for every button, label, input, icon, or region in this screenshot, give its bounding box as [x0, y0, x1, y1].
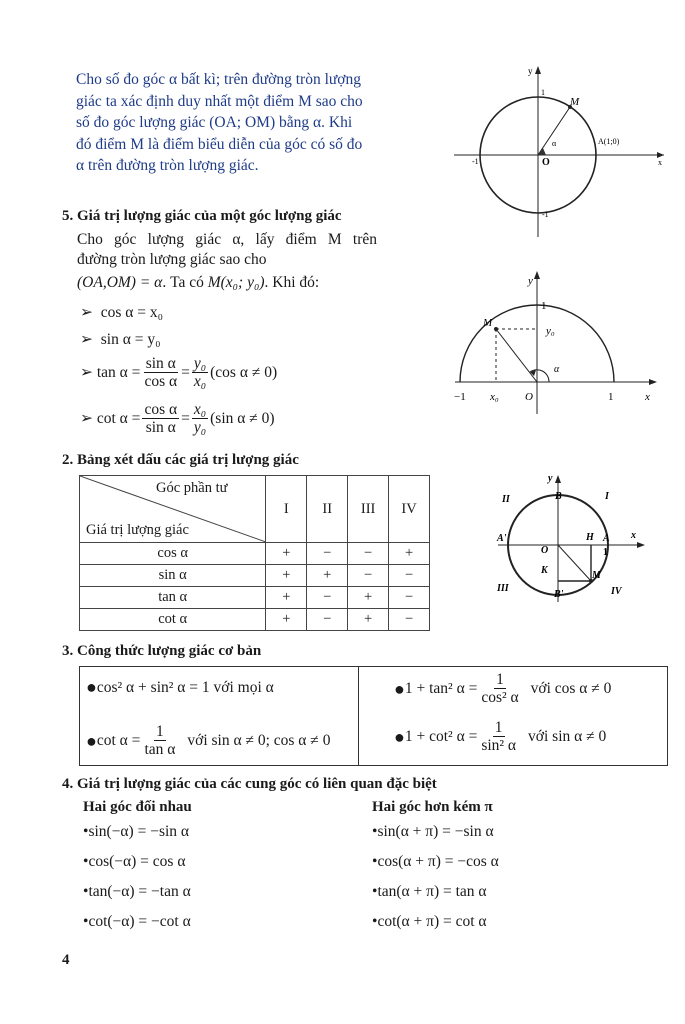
- identity-text: cot(α + π) = cot α: [377, 913, 487, 930]
- tan-sq-fraction: [479, 671, 520, 706]
- sign-table-corner: [80, 476, 266, 543]
- pi-difference-title: Hai góc hơn kém π: [372, 799, 493, 815]
- sign-cell: −: [307, 587, 348, 609]
- bullet-dot-icon: •: [372, 883, 378, 900]
- tan-sq-lhs: 1 + tan² α =: [404, 679, 478, 697]
- identity-text: cos(α + π) = −cos α: [377, 853, 499, 870]
- cot-sq-fraction: [479, 719, 518, 754]
- intro-line: đó điểm M là điểm biểu diễn của góc có số đo: [76, 135, 363, 153]
- fig2-alpha-label: α: [554, 364, 560, 375]
- identity-text: cos(−α) = cos α: [88, 853, 186, 870]
- tan-condition: (cos α ≠ 0): [210, 363, 278, 381]
- bullet-dot-icon: ●: [394, 678, 405, 699]
- fig1-a-label: A(1;0): [598, 137, 620, 146]
- sin-def: sin α = y₀: [100, 331, 161, 348]
- fig3-b-label: B: [555, 491, 562, 502]
- identity-text: tan(−α) = −tan α: [88, 883, 191, 900]
- bullet-dot-icon: •: [83, 913, 89, 930]
- cot-sq-condition: với sin α ≠ 0: [528, 727, 607, 745]
- fig3-a-label: A: [603, 533, 610, 544]
- section5-p3b: . Ta có: [162, 274, 208, 291]
- fn-cell: cos α: [80, 543, 266, 565]
- section5-text: [77, 230, 377, 270]
- formula-cot-def: [86, 723, 330, 758]
- fig3-q3-label: III: [497, 583, 509, 594]
- fig1-minus1b-label: -1: [542, 210, 549, 219]
- identity-item: [372, 852, 499, 882]
- sign-cell: +: [266, 543, 307, 565]
- bullet-dot-icon: •: [83, 883, 89, 900]
- section2-heading: 2. Bảng xét dấu các giá trị lượng giác: [62, 452, 299, 468]
- fig3-q1-label: I: [605, 491, 609, 502]
- fig1-alpha-label: α: [552, 139, 557, 148]
- cot-fraction-2: [192, 401, 208, 436]
- intro-line: giác ta xác định duy nhất một điểm M sao cho: [76, 92, 363, 110]
- fig2-one-label: 1: [541, 300, 547, 312]
- fig3-q4-label: IV: [611, 586, 622, 597]
- tan-lhs: tan α =: [96, 363, 141, 381]
- quadrant-header: I: [266, 476, 307, 543]
- tan-fraction-1: [142, 355, 179, 390]
- bullet-dot-icon: •: [372, 823, 378, 840]
- formula-tan: ➢ tan α = $\frac{\text{sin α}}{\text{cos α}}$ = $\frac{\text{y₀}}{\text{x₀}}$ (cos α ≠ 0): [80, 355, 278, 390]
- section5-p3: [77, 273, 319, 293]
- cot-num-2: x₀: [193, 401, 207, 418]
- m-coordinates: M(x₀; y₀): [207, 274, 265, 291]
- tan-fraction-2: [192, 355, 208, 390]
- sign-cell: −: [389, 587, 430, 609]
- left-identities: [83, 822, 191, 942]
- section5-heading: 5. Giá trị lượng giác của một góc lượng giác: [62, 208, 342, 224]
- tan-num-2: y₀: [193, 355, 207, 372]
- semicircle-figure: [450, 262, 665, 422]
- fig3-o-label: O: [541, 545, 549, 556]
- tan-num-1: sin α: [145, 355, 176, 372]
- fig1-one-label: 1: [541, 88, 545, 97]
- section4-heading: 4. Giá trị lượng giác của các cung góc có liên quan đặc biệt: [62, 776, 437, 792]
- identity-item: [83, 882, 191, 912]
- fn-cell: cot α: [80, 609, 266, 631]
- arrow-bullet-icon: ➢: [80, 409, 93, 427]
- corner-top-label: Góc phần tư: [156, 480, 228, 496]
- bullet-dot-icon: ●: [86, 677, 97, 697]
- cot-def-fraction: [142, 723, 177, 758]
- quadrant-header: IV: [389, 476, 430, 543]
- cot-fraction-1: [142, 401, 179, 436]
- table-row: [80, 543, 430, 565]
- identity-text: sin(α + π) = −sin α: [377, 823, 494, 840]
- fig3-m-label: M: [592, 570, 601, 581]
- identity-text: sin(−α) = −sin α: [88, 823, 190, 840]
- section3-heading: 3. Công thức lượng giác cơ bản: [62, 643, 262, 659]
- fig3-h-label: H: [586, 532, 594, 543]
- tan-den-2: x₀: [193, 373, 207, 390]
- quadrant-header: II: [307, 476, 348, 543]
- formula-pythagorean: [86, 677, 274, 698]
- cot-den-2: y₀: [193, 419, 207, 436]
- quadrant-header: III: [348, 476, 389, 543]
- table-row: [80, 587, 430, 609]
- fig1-m-label: M: [570, 96, 580, 108]
- bullet-dot-icon: ●: [394, 726, 405, 747]
- fig2-y-label: y: [528, 275, 533, 287]
- cot-num-1: cos α: [144, 401, 178, 418]
- tan-den-1: cos α: [144, 373, 178, 390]
- fig2-m-label: M: [483, 317, 493, 329]
- identity-item: [372, 912, 499, 942]
- quadrant-circle-figure: [493, 470, 673, 605]
- fig2-minus1-label: −1: [454, 391, 466, 403]
- sign-cell: +: [266, 609, 307, 631]
- sign-table-header: [80, 476, 430, 543]
- sign-cell: −: [348, 543, 389, 565]
- tan-sq-num: 1: [496, 671, 504, 688]
- cos-def: cos α = x₀: [100, 304, 164, 321]
- fig3-q2-label: II: [502, 494, 510, 505]
- pythagorean-text: cos² α + sin² α = 1 với mọi α: [96, 679, 274, 696]
- fig2-x0-label: x₀: [490, 391, 499, 403]
- formula-cot: ➢ cot α = $\frac{\text{cos α}}{\text{sin α}}$ = $\frac{\text{x₀}}{\text{y₀}}$ (sin α ≠ 0): [80, 401, 275, 436]
- section5-p1: Cho góc lượng giác α, lấy điểm M trên: [77, 231, 377, 248]
- opposite-angles-title: Hai góc đối nhau: [83, 799, 192, 815]
- intro-line: Cho số đo góc α bất kì; trên đường tròn lượng: [76, 71, 361, 88]
- sign-cell: +: [389, 543, 430, 565]
- formula-cos: [80, 303, 163, 323]
- formula-box: [79, 666, 668, 766]
- fig3-a2-label: A': [497, 533, 507, 544]
- sign-cell: +: [266, 565, 307, 587]
- corner-bottom-label: Giá trị lượng giác: [86, 522, 189, 538]
- cot-def-den: tan α: [144, 741, 176, 758]
- bullet-dot-icon: •: [372, 853, 378, 870]
- cot-def-lhs: cot α =: [96, 731, 141, 749]
- arrow-bullet-icon: ➢: [80, 331, 93, 348]
- fig2-x-label: x: [645, 391, 650, 403]
- intro-line: số đo góc lượng giác (OA; OM) bằng α. Khi: [76, 114, 353, 131]
- fn-cell: sin α: [80, 565, 266, 587]
- right-identities: [372, 822, 499, 942]
- fn-cell: tan α: [80, 587, 266, 609]
- fig1-minus1-label: -1: [472, 157, 479, 166]
- bullet-dot-icon: ●: [86, 730, 97, 751]
- identity-text: cot(−α) = −cot α: [88, 913, 191, 930]
- table-row: [80, 609, 430, 631]
- identity-item: [83, 852, 191, 882]
- cot-sq-num: 1: [494, 719, 503, 736]
- cot-def-num: 1: [156, 723, 164, 740]
- page-number: 4: [62, 952, 70, 968]
- sign-cell: +: [348, 609, 389, 631]
- fig3-one-label: 1: [603, 547, 608, 558]
- cot-sq-den: sin² α: [481, 737, 517, 754]
- section5-p2: đường tròn lượng giác sao cho: [77, 251, 267, 268]
- unit-circle-figure: [450, 62, 670, 242]
- fig1-y-label: y: [528, 66, 533, 76]
- fig2-o-label: O: [525, 391, 533, 403]
- fig2-y0-label: y₀: [546, 325, 555, 337]
- cot-sq-lhs: 1 + cot² α =: [404, 727, 478, 745]
- arrow-bullet-icon: ➢: [80, 363, 93, 381]
- sign-cell: +: [307, 565, 348, 587]
- formula-cot-squared: [394, 719, 606, 754]
- fig3-b2-label: B': [554, 589, 564, 600]
- sign-cell: −: [348, 565, 389, 587]
- identity-item: [372, 882, 499, 912]
- fig3-y-label: y: [548, 473, 553, 484]
- bullet-dot-icon: •: [83, 853, 89, 870]
- fig1-x-label: x: [658, 158, 662, 167]
- fig2-onex-label: 1: [608, 391, 614, 403]
- table-row: [80, 565, 430, 587]
- fig3-x-label: x: [631, 530, 636, 541]
- cot-den-1: sin α: [145, 419, 176, 436]
- bullet-dot-icon: •: [372, 913, 378, 930]
- bullet-dot-icon: •: [83, 823, 89, 840]
- fig3-k-label: K: [541, 565, 548, 576]
- sign-cell: −: [389, 565, 430, 587]
- identity-item: [83, 822, 191, 852]
- cot-def-condition: với sin α ≠ 0; cos α ≠ 0: [187, 731, 331, 749]
- formula-tan-squared: [394, 671, 611, 706]
- sign-cell: −: [307, 609, 348, 631]
- arrow-bullet-icon: ➢: [80, 304, 93, 321]
- identity-item: [83, 912, 191, 942]
- intro-paragraph: [76, 69, 386, 177]
- intro-line: α trên đường tròn lượng giác.: [76, 157, 259, 174]
- cot-condition: (sin α ≠ 0): [210, 409, 275, 427]
- sign-cell: +: [266, 587, 307, 609]
- tan-sq-condition: với cos α ≠ 0: [530, 679, 612, 697]
- sign-cell: −: [307, 543, 348, 565]
- tan-sq-den: cos² α: [481, 689, 519, 706]
- sign-cell: −: [389, 609, 430, 631]
- fig1-o-label: O: [542, 157, 550, 168]
- identity-item: [372, 822, 499, 852]
- formula-sin: [80, 330, 160, 350]
- sign-cell: +: [348, 587, 389, 609]
- sign-table: [79, 475, 430, 631]
- section5-p3d: . Khi đó:: [264, 274, 320, 291]
- oa-om-expression: (OA,OM) = α: [77, 274, 163, 291]
- cot-lhs: cot α =: [96, 409, 141, 427]
- identity-text: tan(α + π) = tan α: [377, 883, 487, 900]
